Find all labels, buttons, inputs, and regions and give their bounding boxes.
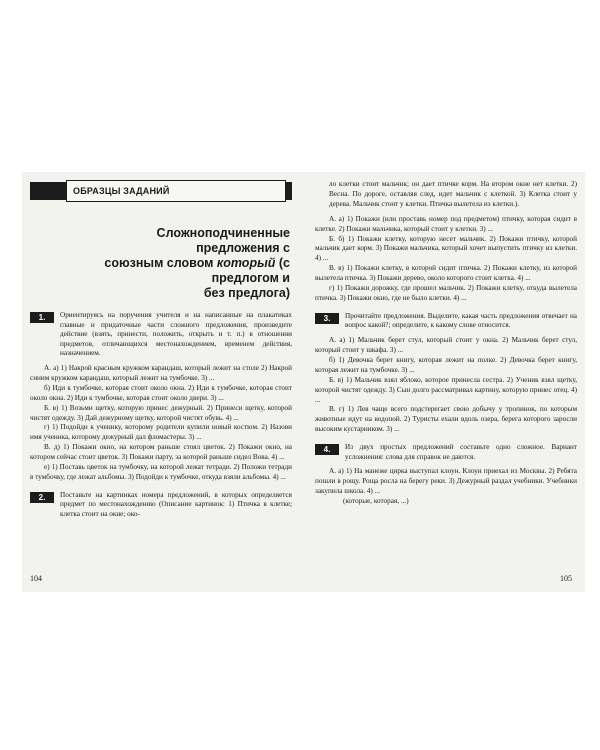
title-emphasis: который	[216, 256, 276, 270]
exercise-paragraph: В. в) 1) Покажи клетку, в которой сидит птичка. 2) Покажи клетку, из которой вылетела птичка. 3) Покажи дерево, около которого стоит клетка. 4) ...	[315, 264, 577, 283]
exercise-paragraph: А. а) 1) Накрой красным кружком карандаш, который лежит на столе 2) Накрой синим кружком карандаш, который лежит на тумбочке. 3) ...	[30, 363, 292, 382]
exercise-paragraph: А. а) 1) Мальчик берет стул, который стоит у окна. 2) Мальчик берет стул, который стоит у шкафа. 3) ...	[315, 336, 577, 354]
section-header	[30, 180, 292, 202]
exercise-paragraph: А. а) 1) Покажи (или проставь номер под предметом) птичку, которая сидит в клетке. 2) Покажи мальчика, который стоит у клетки. 3) ...	[315, 214, 577, 233]
title-line-1: Сложноподчиненные предложения с	[156, 226, 290, 255]
title-line-3: без предлога)	[203, 286, 290, 300]
task-4-exercises	[315, 467, 577, 507]
exercise-paragraph: (которые, которая, ...)	[343, 497, 409, 506]
task-number-badge: 1.	[30, 312, 54, 323]
continued-paragraph: ло клетки стоит мальчик; он дает птичке корм. На втором окне нет клетки. 2) Весна. По дороге, оставляя след, идет мальчик с клеткой. 3) Клетка стоит у дерева. Мальчик стоит у клетки. Птичка вылетела из клетки.).	[329, 180, 577, 208]
exercise-paragraph: Б. б) 1) Покажи клетку, которую несет мальчик. 2) Покажи птичку, которой мальчик дает корм. 3) Покажи мальчика, который хочет выпустить птичку из клетки. 4) ...	[315, 234, 577, 263]
task-2-continued	[315, 180, 577, 304]
page-title	[70, 226, 290, 301]
exercise-paragraph: В. д) 1) Покажи окно, на котором раньше стоял цветок. 2) Покажи окно, на котором сейчас стоит цветок. 3) Покажи парту, за которой раньше сидел Вова. 4) ...	[30, 443, 292, 462]
exercise-paragraph: Б. в) 1) Мальчик взял яблоко, которое принесла сестра. 2) Ученик взял щетку, которой чистят одежду. 3) Сын долго рассматривал картину, которую принес отец. 4) ...	[315, 375, 577, 404]
task-3	[315, 312, 577, 331]
task-number-badge: 2.	[30, 492, 54, 503]
task-2	[30, 491, 292, 520]
page-number-left: 104	[30, 574, 42, 583]
task-instruction: Поставьте на картинках номера предложений, в которых определяется предмет по местонахождению (Описание картинок: 1) Птичка в клетке; клетка стоит на окне; око-	[60, 490, 292, 519]
task-instruction: Прочитайте предложения. Выделите, какая часть предложения отвечает на вопрос какой?; определите, к какому слове относится.	[345, 311, 577, 330]
title-part: союзным словом	[104, 256, 217, 270]
exercise-paragraph: Б. в) 1) Возьми щетку, которую принес дежурный. 2) Принеси щетку, которой чистят одежду. 3) Дай дежурному щетку, которой чистят обувь. 4) ...	[30, 403, 292, 422]
title-part: (с предлогом и	[211, 256, 290, 285]
exercise-paragraph: г) 1) Покажи дорожку, где прошел мальчик. 2) Покажи клетку, откуда вылетела птичка. 3) Покажи окно, где не было клетки. 4) ...	[315, 284, 577, 302]
task-number-badge: 3.	[315, 313, 339, 324]
task-instruction: Ориентируясь на поручения учителя и на написанные на плакатиках главные и придаточные части сложного предложения, произведите действие (взять, принести, положить, открыть и т. п.) в отношении предметов, отличающихся местонахождением, временем действия, назначением.	[60, 311, 292, 358]
right-page	[315, 180, 577, 507]
left-page	[30, 180, 292, 520]
task-number-badge: 4.	[315, 444, 339, 455]
exercise-paragraph: В. г) 1) Лев чаще всего подстерегает свою добычу у тропинок, по которым животные идут на водопой. 2) Туристы ехали вдоль озера, берега которого заросли высоким кустарником. 3) ...	[315, 405, 577, 434]
section-title: ОБРАЗЦЫ ЗАДАНИЙ	[66, 180, 286, 202]
task-instruction: Из двух простых предложений составьте одно сложное. Вариант усложнения: слова для справок не даются.	[345, 443, 577, 461]
exercise-paragraph: б) Иди к тумбочке, которая стоит около окна. 2) Иди к тумбочке, которая стоит около окна. 2) Иди к тумбочке, которая стоит около двери. 3) ...	[30, 383, 292, 402]
exercise-paragraph: А. а) 1) На манеже цирка выступал клоун. Клоун приехал из Москвы. 2) Ребята пошли в рощу. Роща росла на берегу реки. 3) Дежурный раздал учебники. Учебники закупила школа. 4) ...	[315, 467, 577, 496]
exercise-paragraph: е) 1) Поставь цветок на тумбочку, на которой лежат тетради. 2) Положи тетради в тумбочку, где лежат альбомы. 3) Подойди к тумбочке, откуда взяли альбомы. 4) ...	[30, 463, 292, 481]
exercise-paragraph: б) 1) Девочка берет книгу, которая лежит на полке. 2) Девочка берет книгу, которая лежит на тумбочке. 3) ...	[315, 355, 577, 374]
exercise-paragraph: г) 1) Подойди к ученику, которому родители купили новый костюм. 2) Назови имя ученика, которому дежурный дал фломастеры. 3) ...	[30, 423, 292, 442]
title-line-2	[70, 256, 290, 286]
task-1-exercises	[30, 364, 292, 483]
task-1	[30, 311, 292, 359]
page-number-right: 105	[560, 574, 572, 583]
task-4	[315, 443, 577, 462]
task-3-exercises	[315, 336, 577, 435]
